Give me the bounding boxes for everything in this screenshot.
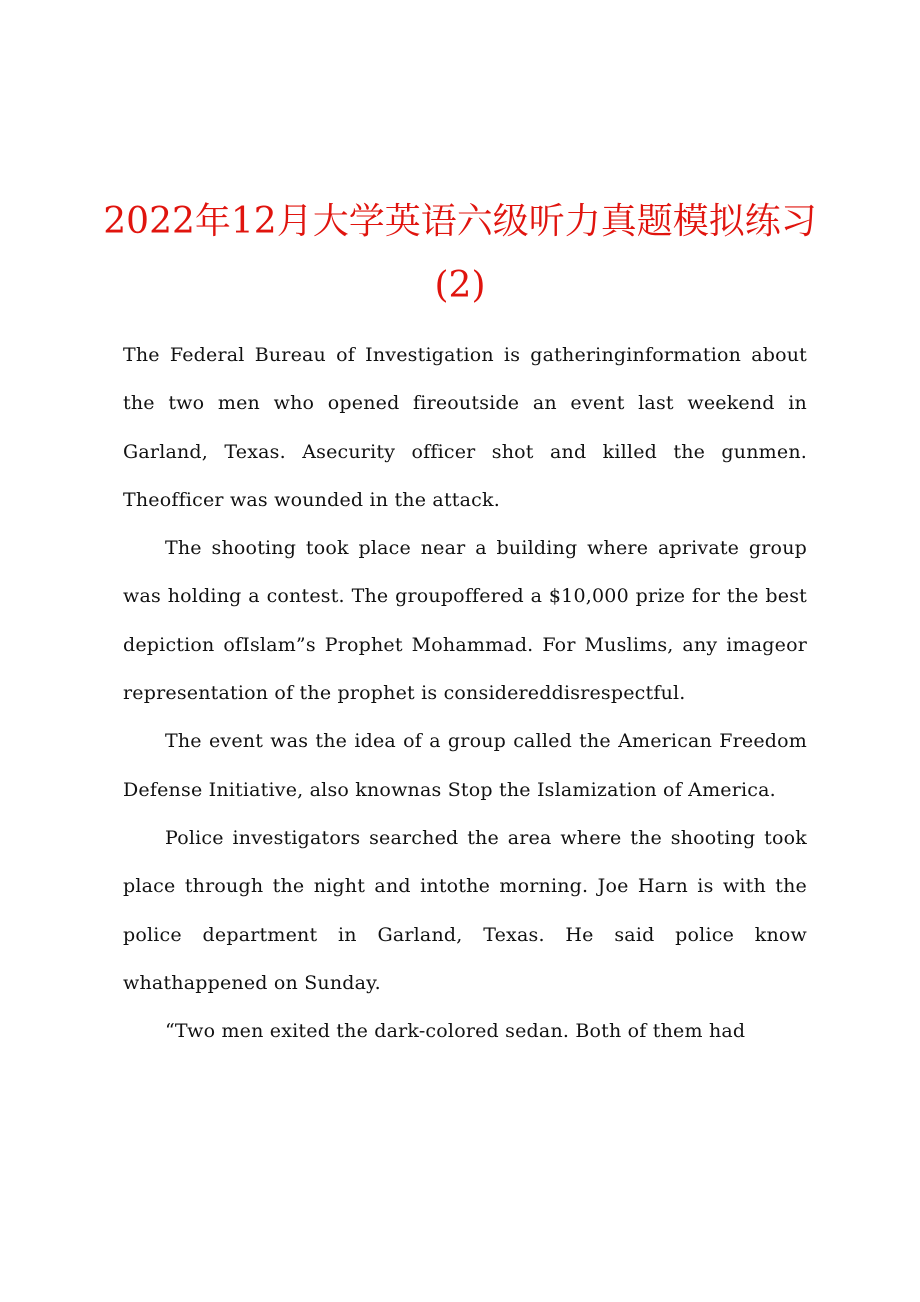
paragraph-4: Police investigators searched the area where the shooting took place through the night and intothe morning. Joe Harn is with the police department in Garland, Texas. He said police know whathappened on Sunday. — [123, 826, 807, 994]
paragraph-1: The Federal Bureau of Investigation is gatheringinformation about the two men who opened fireoutside an event last weekend in Garland, Texas. Asecurity officer shot and killed the gunmen. Theofficer was wounded in the attack. — [123, 344, 807, 511]
title-line-1: 2022年12月大学英语六级听力真题模拟练习 — [103, 201, 817, 242]
paragraph-3: The event was the idea of a group called the American Freedom Defense Initiative, also knownas Stop the Islamization of America. — [123, 730, 807, 801]
document-title — [100, 190, 820, 318]
paragraph-2: The shooting took place near a building where aprivate group was holding a contest. The groupoffered a $10,000 prize for the best depiction ofIslam”s Prophet Mohammad. For Muslims, any imageor representation of the prophet is considereddisrespectful. — [123, 537, 807, 705]
document-body — [123, 331, 807, 1055]
paragraph-5: “Two men exited the dark-colored sedan. Both of them had — [165, 1020, 746, 1043]
title-line-2: (2) — [434, 265, 486, 306]
